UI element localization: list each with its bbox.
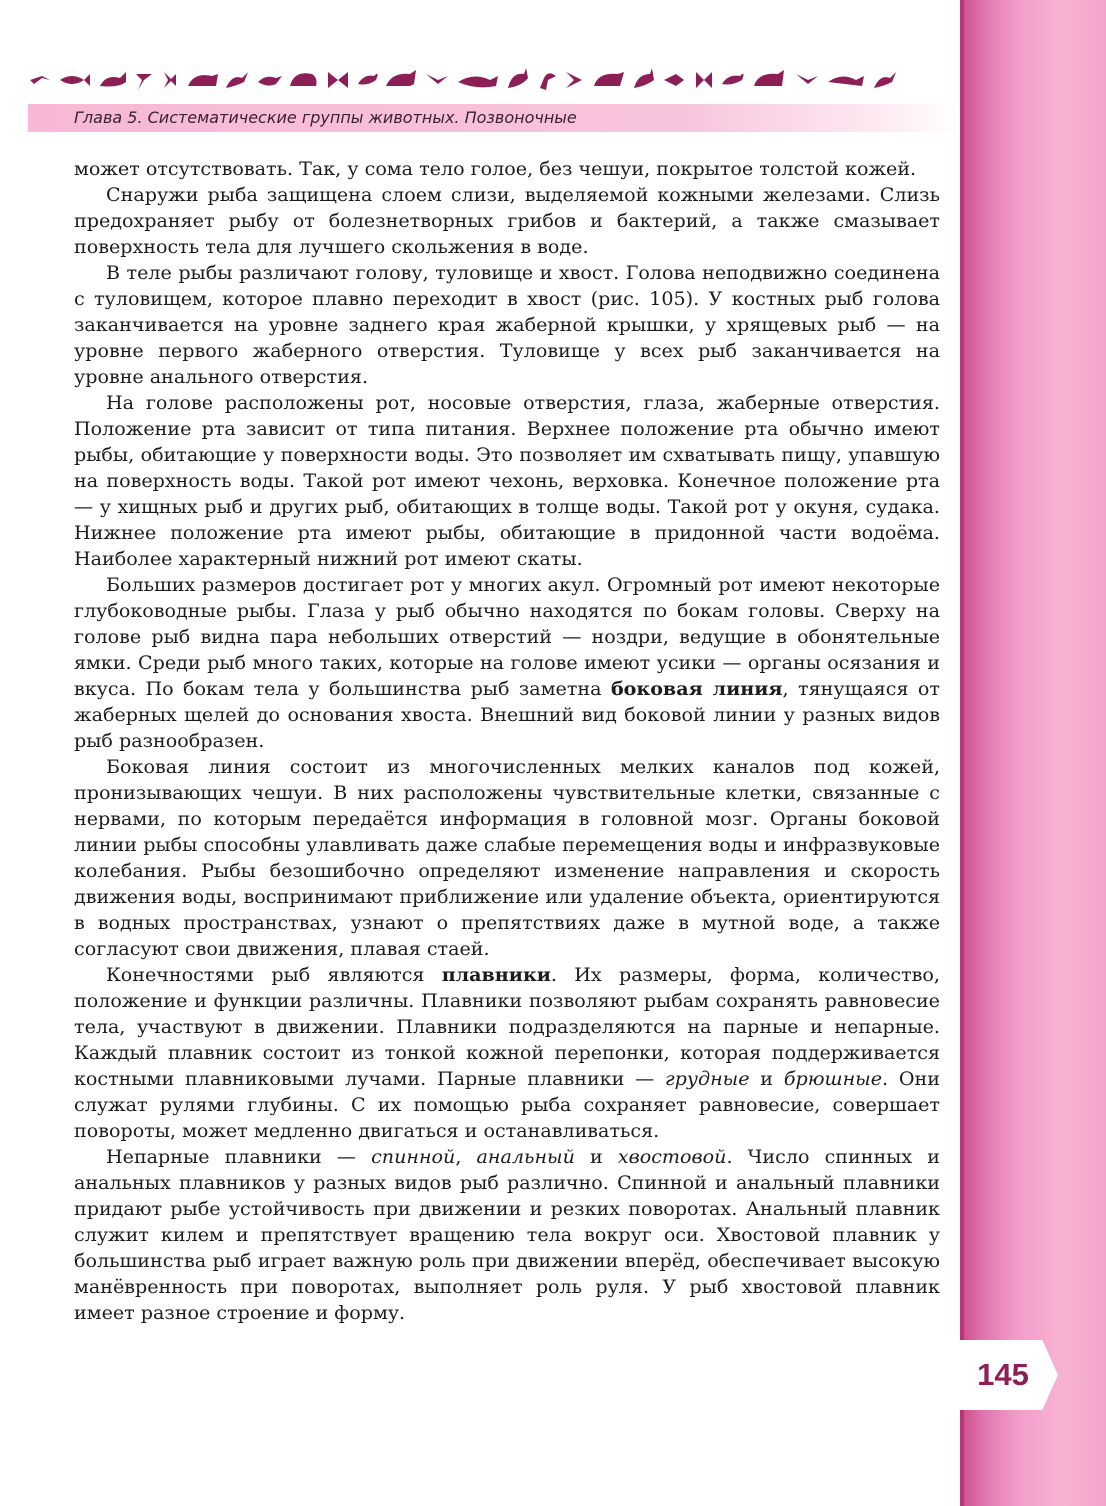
bison-icon	[290, 73, 317, 86]
right-margin-band	[960, 0, 1106, 1506]
animal-silhouette-strip	[28, 64, 900, 96]
term-dorsal: спинной	[371, 1145, 456, 1168]
whale-icon	[828, 76, 864, 86]
term-pectoral: грудные	[665, 1067, 750, 1090]
text-run: Непарные плавники —	[106, 1145, 372, 1168]
paragraph-7	[74, 962, 940, 1144]
text-run: ,	[455, 1145, 477, 1168]
bird-icon	[426, 74, 448, 84]
text-run: . Число спинных и анальных плавников у разных видов рыб различно. Спинной и анальный плавники придают рыбе устойчивость при движении и резких поворотах. Анальный плавник служит килем и препятствует вращению тела вокруг оси. Хвостовой плавник у большинства рыб играет важную роль при движении вперёд, обеспечивает высокую манёвренность при поворотах, выполняет роль руля. У рыб хвостовой плавник имеет разное строение и форму.	[74, 1145, 940, 1324]
insect-icon	[566, 72, 582, 88]
chapter-title: Глава 5. Систематические группы животных. Позвоночные	[74, 108, 577, 127]
page-number: 145	[977, 1357, 1029, 1392]
bird-icon	[136, 74, 152, 90]
text-run: Больших размеров достигает рот у многих акул. Огромный рот имеют некоторые глубоководные рыбы. Глаза у рыб обычно находятся по бокам головы. Сверху на голове рыб видна пара небольших отверстий — ноздри, ведущие в обонятельные ямки. Среди рыб много таких, которые на голове имеют усики — органы осязания и вкуса. По бокам тела у большинства рыб заметна	[74, 573, 940, 700]
bird-icon	[796, 74, 818, 84]
term-pelvic: брюшные	[783, 1067, 883, 1090]
paragraph-2: Снаружи рыба защищена слоем слизи, выделяемой кожными железами. Слизь предохраняет рыбу от болезнетворных грибов и бактерий, а также смазывает поверхность тела для лучшего скольжения в воде.	[74, 183, 940, 258]
bird-icon	[30, 76, 50, 84]
text-run: Конечностями рыб являются	[106, 963, 442, 986]
whale-icon	[458, 76, 498, 87]
bird-icon	[664, 74, 684, 86]
scorpion-icon	[358, 74, 378, 85]
lizard-icon	[226, 72, 248, 88]
rhino-icon	[188, 74, 218, 86]
scorpion-icon	[722, 74, 744, 85]
text-run: . Их размеры, форма, количество, положение и функции различны. Плавники позволяют рыбам сохранять равновесие тела, участвуют в движении. Плавники подразделяются на парные и непарные. Каждый плавник состоит из тонкой кожной перепонки, которая поддерживается костными плавниковыми лучами. Парные плавники —	[74, 963, 940, 1090]
butterfly-icon	[328, 72, 348, 88]
kangaroo-icon	[634, 68, 654, 88]
term-lateral-line: боковая линия	[610, 677, 783, 700]
term-caudal: хвостовой	[617, 1145, 727, 1168]
kangaroo-icon	[508, 68, 528, 88]
paragraph-8	[74, 1144, 940, 1326]
cat-icon	[100, 72, 126, 87]
paragraph-3: В теле рыбы различают голову, туловище и хвост. Голова неподвижно соединена с туловищем, которое плавно переходит в хвост (рис. 105). У костных рыб голова заканчивается на уровне заднего края жаберной крышки, у хрящевых рыб — на уровне первого жаберного отверстия. Туловище у всех рыб заканчивается на уровне анального отверстия.	[74, 261, 940, 388]
paragraph-1: может отсутствовать. Так, у сома тело голое, без чешуи, покрытое толстой кожей.	[74, 157, 917, 180]
paragraph-6: Боковая линия состоит из многочисленных мелких каналов под кожей, пронизывающих чешуи. В них расположены чувствительные клетки, связанные с нервами, по которым передаётся информация в головной мозг. Органы боковой линии рыбы способны улавливать даже слабые перемещения воды и инфразвуковые колебания. Рыбы безошибочно определяют изменение направления и скорость движения воды, воспринимают приближение или удаление объекта, ориентируются в водных пространствах, узнают о препятствиях даже в мутной воде, а также согласуют свои движения, плавая стаей.	[74, 755, 940, 960]
fish-icon	[60, 74, 90, 86]
term-anal: анальный	[476, 1145, 575, 1168]
bull-icon	[594, 72, 624, 86]
lizard-icon	[874, 72, 896, 88]
ostrich-icon	[540, 73, 556, 90]
insect-icon	[164, 72, 176, 88]
text-run: и	[749, 1067, 784, 1090]
paragraph-4: На голове расположены рот, носовые отверстия, глаза, жаберные отверстия. Положение рта зависит от типа питания. Верхнее положение рта обычно имеют рыбы, обитающие у поверхности воды. Это позволяет им схватывать пищу, упавшую на поверхность воды. Такой рот имеют чехонь, верховка. Конечное положение рта — у хищных рыб и других рыб, обитающих в толще воды. Такой рот у окуня, судака. Нижнее положение рта имеют рыбы, обитающие в придонной части водоёма. Наиболее характерный нижний рот имеют скаты.	[74, 391, 940, 570]
horse-icon	[754, 70, 784, 86]
text-run: и	[574, 1145, 618, 1168]
duck-icon	[258, 76, 282, 86]
horse-icon	[386, 70, 416, 86]
term-fins: плавники	[441, 963, 551, 986]
text-run: , тянущаяся от жаберных щелей до основания хвоста. Внешний вид боковой линии у разных видов рыб разнообразен.	[74, 677, 940, 752]
main-text	[74, 156, 940, 1326]
text-run: . Они служат рулями глубины. С их помощью рыба сохраняет равновесие, совершает повороты, может медленно двигаться и останавливаться.	[74, 1067, 940, 1142]
paragraph-5	[74, 572, 940, 754]
butterfly-icon	[696, 72, 712, 88]
